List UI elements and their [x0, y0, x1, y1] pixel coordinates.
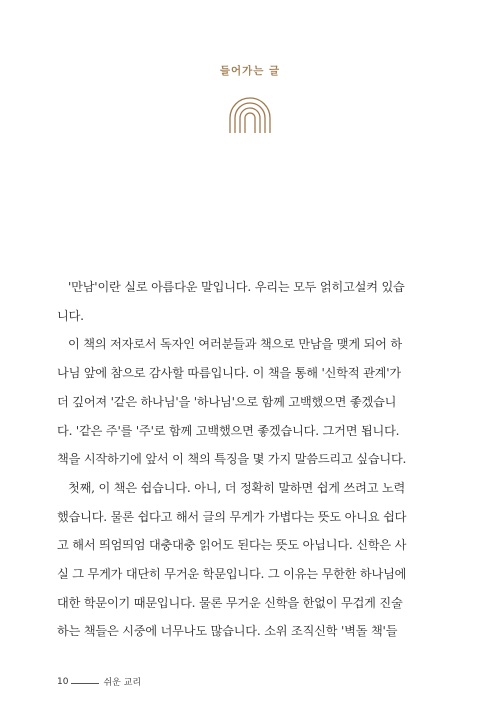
text-line: 하는 책들은 시중에 너무나도 많습니다. 소위 조직신학 '벽돌 책'들 — [57, 624, 398, 639]
page-footer — [57, 675, 141, 688]
text-line: 다. '같은 주'를 '주'로 함께 고백했으면 좋겠습니다. 그거면 됩니다. — [57, 423, 400, 438]
footer-divider — [71, 683, 99, 684]
text-line: 이 책의 저자로서 독자인 여러분들과 책으로 만남을 맺게 되어 하 — [68, 337, 402, 352]
text-line: 니다. — [57, 308, 84, 323]
text-line: 했습니다. 물론 쉽다고 해서 글의 무게가 가볍다는 뜻도 아니요 쉽다 — [57, 509, 407, 524]
text-line: 실 그 무게가 대단히 무거운 학문입니다. 그 이유는 무한한 하나님에 — [57, 567, 407, 582]
text-line: '만남'이란 실로 아름다운 말입니다. 우리는 모두 얽히고설켜 있습 — [68, 280, 405, 294]
body-text — [57, 273, 444, 646]
paragraph-first-feature — [57, 474, 444, 646]
text-line: 첫째, 이 책은 쉽습니다. 아니, 더 정확히 말하면 쉽게 쓰려고 노력 — [68, 480, 406, 495]
page-number: 10 — [57, 676, 69, 687]
text-line: 대한 학문이기 때문입니다. 물론 무거운 신학을 한없이 무겁게 진술 — [57, 595, 403, 610]
book-title: 쉬운 교리 — [103, 678, 142, 688]
arch-ornament-icon — [220, 93, 280, 133]
paragraph-gratitude — [57, 330, 444, 474]
text-line: 고 해서 띄엄띄엄 대충대충 읽어도 된다는 뜻도 아닙니다. 신학은 사 — [57, 538, 407, 553]
chapter-heading: 들어가는 글 — [219, 65, 281, 77]
text-line: 더 깊어져 '같은 하나님'을 '하나님'으로 함께 고백했으면 좋겠습니 — [57, 394, 397, 409]
text-line: 나님 앞에 참으로 감사할 따름입니다. 이 책을 통해 '신학적 관계'가 — [57, 366, 401, 381]
text-line: 책을 시작하기에 앞서 이 책의 특징을 몇 가지 말씀드리고 싶습니다. — [57, 452, 407, 467]
paragraph-intro — [57, 273, 444, 330]
